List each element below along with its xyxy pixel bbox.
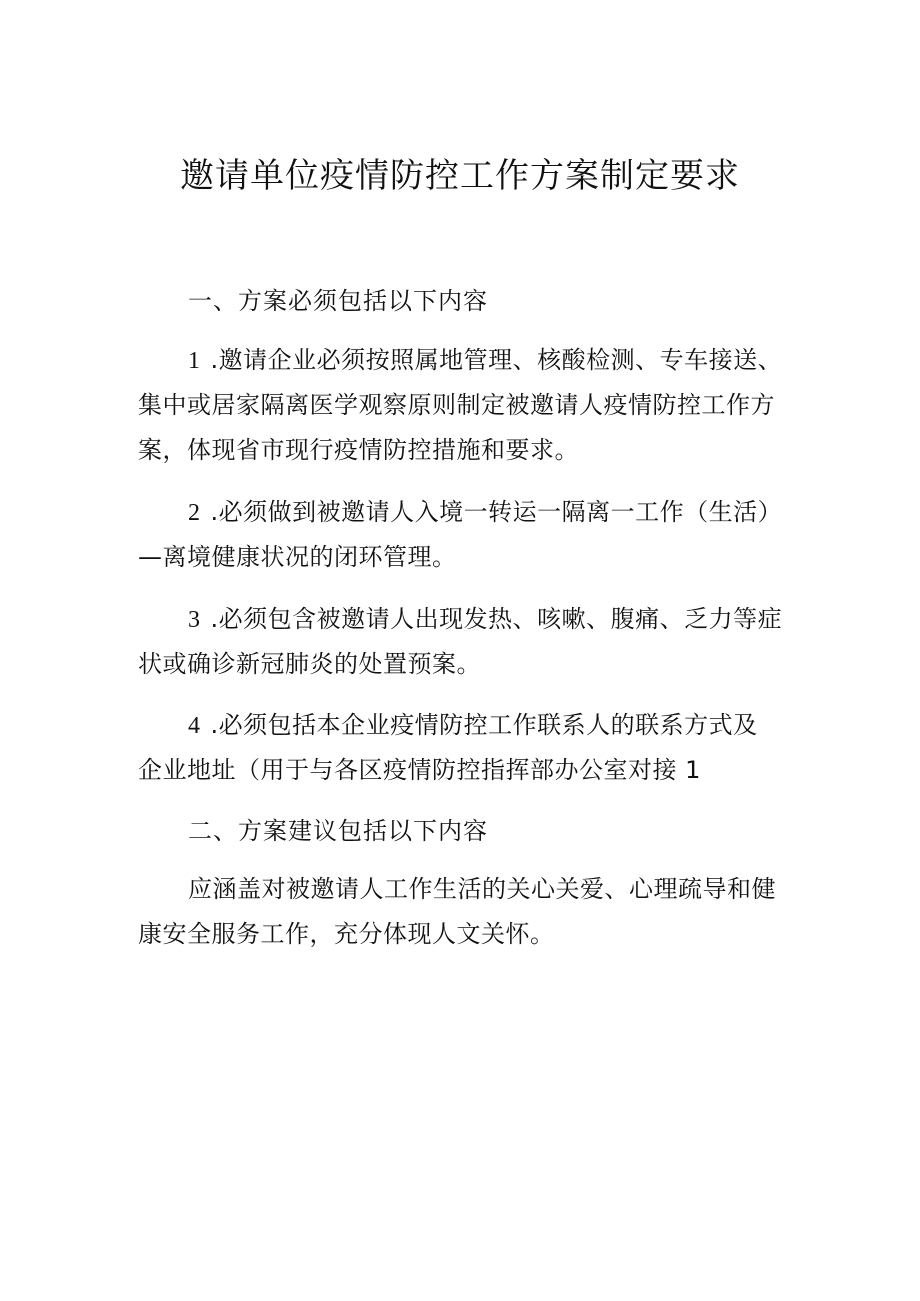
list-item-number: 2 — [188, 500, 201, 526]
list-item-line: 集中或居家隔离医学观察原则制定被邀请人疫情防控工作方 — [138, 391, 775, 419]
paragraph-line: 应涵盖对被邀请人工作生活的关心关爱、心理疏导和健 — [188, 875, 776, 903]
list-item-3 — [138, 597, 808, 687]
list-item-line: 案，体现省市现行疫情防控措施和要求。 — [138, 436, 579, 464]
list-item-2 — [138, 490, 808, 580]
document-title: 邀请单位疫情防控工作方案制定要求 — [180, 156, 740, 196]
list-item-number: 1 — [188, 348, 201, 374]
list-item-number: 3 — [188, 607, 201, 633]
list-item-line — [138, 703, 808, 748]
list-item-line — [138, 490, 808, 535]
section-2-paragraph — [138, 867, 808, 957]
section-heading-2: 二、方案建议包括以下内容 — [188, 817, 488, 845]
list-item-text: .邀请企业必须按照属地管理、核酸检测、专车接送、 — [210, 346, 783, 374]
list-item-line — [138, 338, 808, 383]
list-item-4 — [138, 703, 808, 793]
list-item-line: —离境健康状况的闭环管理。 — [138, 543, 457, 571]
list-item-line — [138, 597, 808, 642]
list-item-1 — [138, 338, 808, 473]
list-item-number: 4 — [188, 713, 201, 739]
list-item-text: .必须包含被邀请人出现发热、咳嗽、腹痛、乏力等症 — [210, 605, 783, 633]
list-item-line: 状或确诊新冠肺炎的处置预案。 — [138, 650, 481, 678]
paragraph-line: 康安全服务工作，充分体现人文关怀。 — [138, 920, 555, 948]
section-heading-1: 一、方案必须包括以下内容 — [188, 287, 488, 315]
list-item-line: 企业地址（用于与各区疫情防控指挥部办公室对接 1 — [138, 756, 701, 784]
list-item-text: .必须做到被邀请人入境一转运一隔离一工作（生活） — [210, 498, 783, 526]
list-item-text: .必须包括本企业疫情防控工作联系人的联系方式及 — [210, 711, 758, 739]
